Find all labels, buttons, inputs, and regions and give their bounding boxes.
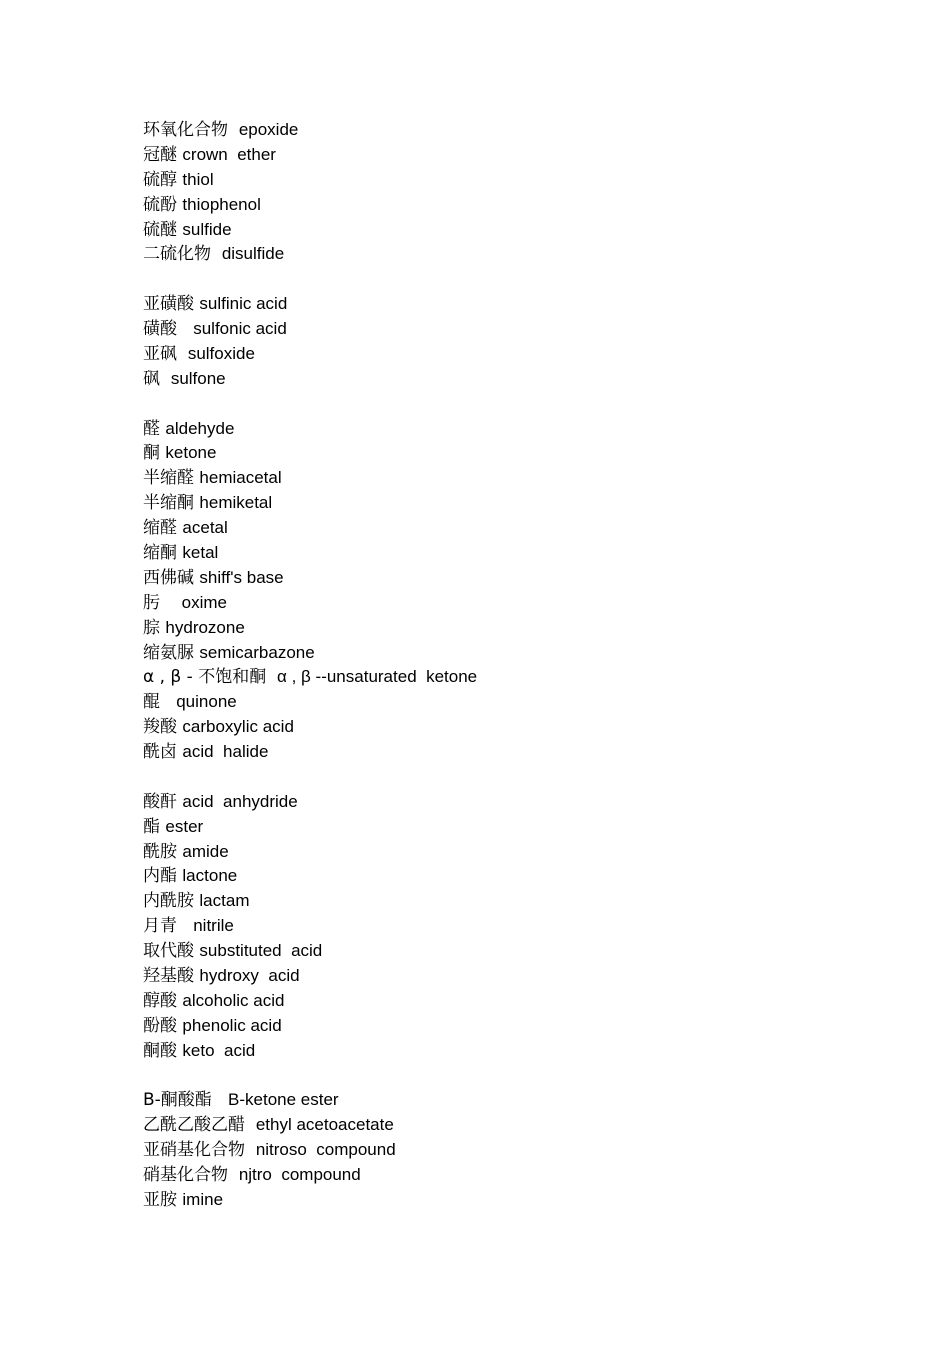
term-chinese: B-酮酸酯 xyxy=(143,1090,212,1111)
term-group xyxy=(143,292,477,392)
term-separator xyxy=(245,1140,256,1160)
term-entry xyxy=(143,317,477,342)
term-chinese: 羧酸 xyxy=(143,717,177,738)
term-group xyxy=(143,417,477,765)
term-entry xyxy=(143,1138,477,1163)
term-entry xyxy=(143,964,477,989)
term-entry xyxy=(143,665,477,690)
term-entry xyxy=(143,441,477,466)
term-separator xyxy=(160,369,171,389)
term-entry xyxy=(143,864,477,889)
term-english: B-ketone ester xyxy=(228,1090,339,1110)
term-english: quinone xyxy=(176,692,237,712)
term-english: sulfone xyxy=(170,368,226,388)
term-separator xyxy=(160,692,176,712)
term-chinese: 磺酸 xyxy=(143,319,177,340)
term-english: lactone xyxy=(182,866,238,886)
term-english: sulfoxide xyxy=(187,343,255,363)
term-english: phenolic acid xyxy=(182,1015,282,1035)
glossary-list xyxy=(143,118,477,1213)
term-chinese: 半缩醛 xyxy=(143,468,194,489)
term-entry xyxy=(143,367,477,392)
term-english: oxime xyxy=(181,592,227,612)
term-entry xyxy=(143,1014,477,1039)
term-entry xyxy=(143,541,477,566)
term-entry xyxy=(143,491,477,516)
term-entry xyxy=(143,242,477,267)
term-entry xyxy=(143,168,477,193)
term-english: sulfonic acid xyxy=(193,319,287,339)
term-english: alcoholic acid xyxy=(182,990,285,1010)
term-separator xyxy=(177,916,193,936)
term-entry xyxy=(143,342,477,367)
term-english: imine xyxy=(182,1189,224,1209)
term-entry xyxy=(143,889,477,914)
term-english: ketal xyxy=(182,542,219,562)
term-chinese: 内酯 xyxy=(143,866,177,887)
term-separator xyxy=(228,120,239,140)
term-chinese: 砜 xyxy=(143,368,160,389)
term-entry xyxy=(143,1188,477,1213)
term-entry xyxy=(143,1163,477,1188)
term-entry xyxy=(143,118,477,143)
term-entry xyxy=(143,616,477,641)
term-chinese: 硝基化合物 xyxy=(143,1165,228,1186)
term-english: aldehyde xyxy=(165,418,235,438)
term-entry xyxy=(143,143,477,168)
term-entry xyxy=(143,466,477,491)
term-entry xyxy=(143,417,477,442)
term-chinese: 内酰胺 xyxy=(143,891,194,912)
term-separator xyxy=(266,667,277,687)
term-entry xyxy=(143,1113,477,1138)
term-entry xyxy=(143,566,477,591)
term-group xyxy=(143,118,477,267)
term-english: nitrile xyxy=(193,916,234,936)
term-chinese: 冠醚 xyxy=(143,144,177,165)
term-english: shiff's base xyxy=(199,567,284,587)
term-chinese: 酚酸 xyxy=(143,1015,177,1036)
term-chinese: 亚硝基化合物 xyxy=(143,1140,245,1161)
term-chinese: 二硫化物 xyxy=(143,244,211,265)
term-english: hydrozone xyxy=(165,617,245,637)
term-entry xyxy=(143,292,477,317)
term-chinese: 乙酰乙酸乙醋 xyxy=(143,1115,245,1136)
term-entry xyxy=(143,939,477,964)
term-entry xyxy=(143,740,477,765)
term-chinese: 半缩酮 xyxy=(143,493,194,514)
term-english: disulfide xyxy=(221,244,285,264)
term-separator xyxy=(245,1115,256,1135)
term-group xyxy=(143,1088,477,1212)
term-english: njtro compound xyxy=(238,1165,361,1185)
term-entry xyxy=(143,790,477,815)
term-chinese: 西佛碱 xyxy=(143,567,194,588)
term-chinese: 缩氨脲 xyxy=(143,642,194,663)
term-english: thiol xyxy=(182,169,214,189)
term-english: ketone xyxy=(165,443,217,463)
term-chinese: 醌 xyxy=(143,692,160,713)
term-entry xyxy=(143,193,477,218)
term-entry xyxy=(143,715,477,740)
term-separator xyxy=(211,244,222,264)
term-english: hydroxy acid xyxy=(199,966,300,985)
term-english: epoxide xyxy=(238,120,299,139)
term-entry xyxy=(143,815,477,840)
term-chinese: 亚胺 xyxy=(143,1189,177,1210)
term-english: sulfide xyxy=(182,219,232,239)
term-english: acid halide xyxy=(182,742,269,762)
term-english: ethyl acetoacetate xyxy=(255,1115,394,1135)
term-english: keto acid xyxy=(182,1040,256,1060)
term-english: acetal xyxy=(182,518,228,538)
term-entry xyxy=(143,641,477,666)
term-entry xyxy=(143,591,477,616)
term-chinese: 硫醚 xyxy=(143,219,177,240)
term-chinese: 醛 xyxy=(143,418,160,439)
term-separator xyxy=(160,593,182,613)
term-chinese: 亚磺酸 xyxy=(143,294,194,315)
term-chinese: 缩酮 xyxy=(143,542,177,563)
term-chinese: 羟基酸 xyxy=(143,966,194,986)
term-entry xyxy=(143,516,477,541)
term-chinese: 亚砜 xyxy=(143,343,177,364)
term-separator xyxy=(177,319,193,339)
term-entry xyxy=(143,840,477,865)
term-english: lactam xyxy=(199,891,250,911)
term-english: semicarbazone xyxy=(199,642,315,662)
term-english: amide xyxy=(182,841,229,861)
term-separator xyxy=(212,1090,228,1110)
term-chinese: 肟 xyxy=(143,592,160,613)
term-chinese: 醇酸 xyxy=(143,990,177,1011)
term-chinese: 酮 xyxy=(143,443,160,464)
term-english: sulfinic acid xyxy=(199,294,288,314)
term-chinese: 硫酚 xyxy=(143,194,177,215)
term-chinese: 缩醛 xyxy=(143,518,177,539)
term-entry xyxy=(143,1088,477,1113)
term-entry xyxy=(143,690,477,715)
term-chinese: 腙 xyxy=(143,617,160,638)
term-english: ester xyxy=(165,816,204,836)
term-entry xyxy=(143,989,477,1014)
term-english: carboxylic acid xyxy=(182,717,294,737)
term-english: hemiacetal xyxy=(199,468,282,488)
term-chinese: 硫醇 xyxy=(143,169,177,190)
term-english: hemiketal xyxy=(199,493,273,513)
term-chinese: 酸酐 xyxy=(143,791,177,812)
term-chinese: 环氧化合物 xyxy=(143,120,228,140)
term-separator xyxy=(177,344,188,364)
term-english: acid anhydride xyxy=(182,791,298,811)
term-chinese: 取代酸 xyxy=(143,941,194,962)
term-english: crown ether xyxy=(182,144,276,164)
term-entry xyxy=(143,914,477,939)
term-english: thiophenol xyxy=(182,194,261,214)
term-english: α , β --unsaturated ketone xyxy=(277,667,478,687)
term-chinese: α , β - 不饱和酮 xyxy=(143,667,267,688)
term-english: substituted acid xyxy=(199,941,323,961)
term-chinese: 酯 xyxy=(143,816,160,837)
term-entry xyxy=(143,1039,477,1064)
term-chinese: 月青 xyxy=(143,916,177,937)
term-separator xyxy=(228,1165,239,1185)
term-entry xyxy=(143,218,477,243)
term-chinese: 酮酸 xyxy=(143,1040,177,1061)
term-chinese: 酰卤 xyxy=(143,742,177,763)
term-english: nitroso compound xyxy=(255,1140,396,1160)
term-group xyxy=(143,790,477,1064)
term-chinese: 酰胺 xyxy=(143,841,177,862)
